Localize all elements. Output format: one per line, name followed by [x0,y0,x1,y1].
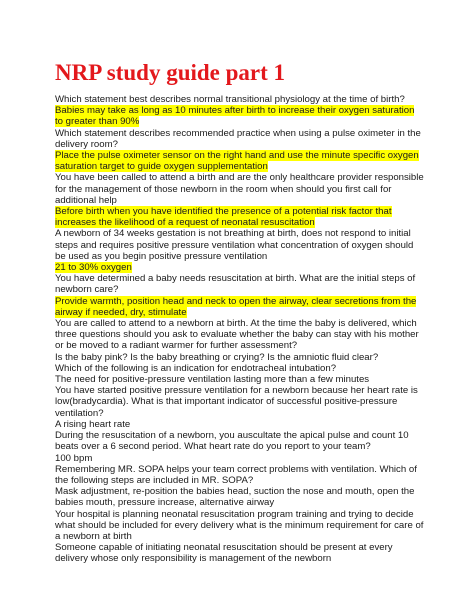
line-text: The need for positive-pressure ventilation lasting more than a few minutes [55,374,370,386]
guide-line [55,172,425,206]
line-text: 21 to 30% oxygen [55,262,132,274]
line-text: A rising heart rate [55,418,131,430]
highlighted-answer [55,150,425,172]
line-text: Mask adjustment, re-position the babies head, suction the nose and mouth, open the babies mouth, pressure increase, alternative airway [55,486,415,509]
page-title: NRP study guide part 1 [55,60,286,85]
guide-line [55,419,425,430]
guide-line [55,128,425,150]
line-text: A newborn of 34 weeks gestation is not breathing at birth, does not respond to initial steps and requires positive pressure ventilation what concentration of oxygen should be used as you begin positive pressure ventilation [55,228,414,262]
guide-line [55,374,425,385]
line-text: Which statement best describes normal transitional physiology at the time of birth? [55,94,405,105]
line-text: Babies may take as long as 10 minutes after birth to increase their oxygen saturation to greater than 90% [55,105,415,128]
line-text: Place the pulse oximeter sensor on the right hand and use the minute specific oxygen saturation target to guide oxygen supplementation [55,150,419,173]
guide-line [55,228,425,262]
line-text: 100 bpm [55,452,93,464]
line-text: Remembering MR. SOPA helps your team correct problems with ventilation. Which of the following steps are included in MR. SOPA? [55,463,417,486]
guide-line [55,486,425,508]
guide-line [55,430,425,452]
guide-line [55,453,425,464]
line-text: Provide warmth, position head and neck to open the airway, clear secretions from the airway if needed, dry, stimulate [55,295,417,318]
line-text: Someone capable of initiating neonatal resuscitation should be present at every delivery whose only responsibility is management of the newborn [55,542,393,565]
guide-line [55,464,425,486]
guide-line [55,318,425,352]
highlighted-answer [55,206,425,228]
guide-line [55,363,425,374]
line-text: You have started positive pressure ventilation for a newborn because her heart rate is low(bradycardia). What is that important indicator of successful positive-pressure ventilation? [55,385,418,419]
guide-line [55,509,425,543]
guide-line [55,385,425,419]
line-text: Is the baby pink? Is the baby breathing or crying? Is the amniotic fluid clear? [55,351,379,363]
guide-line [55,542,425,564]
line-text: You have been called to attend a birth and are the only healthcare provider responsible for the management of those newborn in the room when should you first call for additional help [55,172,424,206]
line-text: During the resuscitation of a newborn, you auscultate the apical pulse and count 10 beats over a 6 second period. What heart rate do you report to your team? [55,430,409,453]
line-text: Which statement describes recommended practice when using a pulse oximeter in the delivery room? [55,127,421,150]
highlighted-answer [55,262,425,273]
line-text: Before birth when you have identified the presence of a potential risk factor that increases the likelihood of a request of neonatal resuscitation [55,206,392,229]
line-text: Your hospital is planning neonatal resuscitation program training and trying to decide what should be included for every delivery what is the minimum requirement for care of a newborn at birth [55,508,424,542]
study-guide-body [55,94,425,565]
guide-line [55,352,425,363]
line-text: You are called to attend to a newborn at birth. At the time the baby is delivered, which three questions should you ask to evaluate whether the baby can stay with his mother or be moved to a radiant warmer for further assessment? [55,318,419,352]
guide-line [55,94,425,105]
highlighted-answer [55,296,425,318]
line-text: You have determined a baby needs resuscitation at birth. What are the initial steps of newborn care? [55,273,416,296]
line-text: Which of the following is an indication for endotracheal intubation? [55,362,337,374]
highlighted-answer [55,105,425,127]
guide-line [55,273,425,295]
